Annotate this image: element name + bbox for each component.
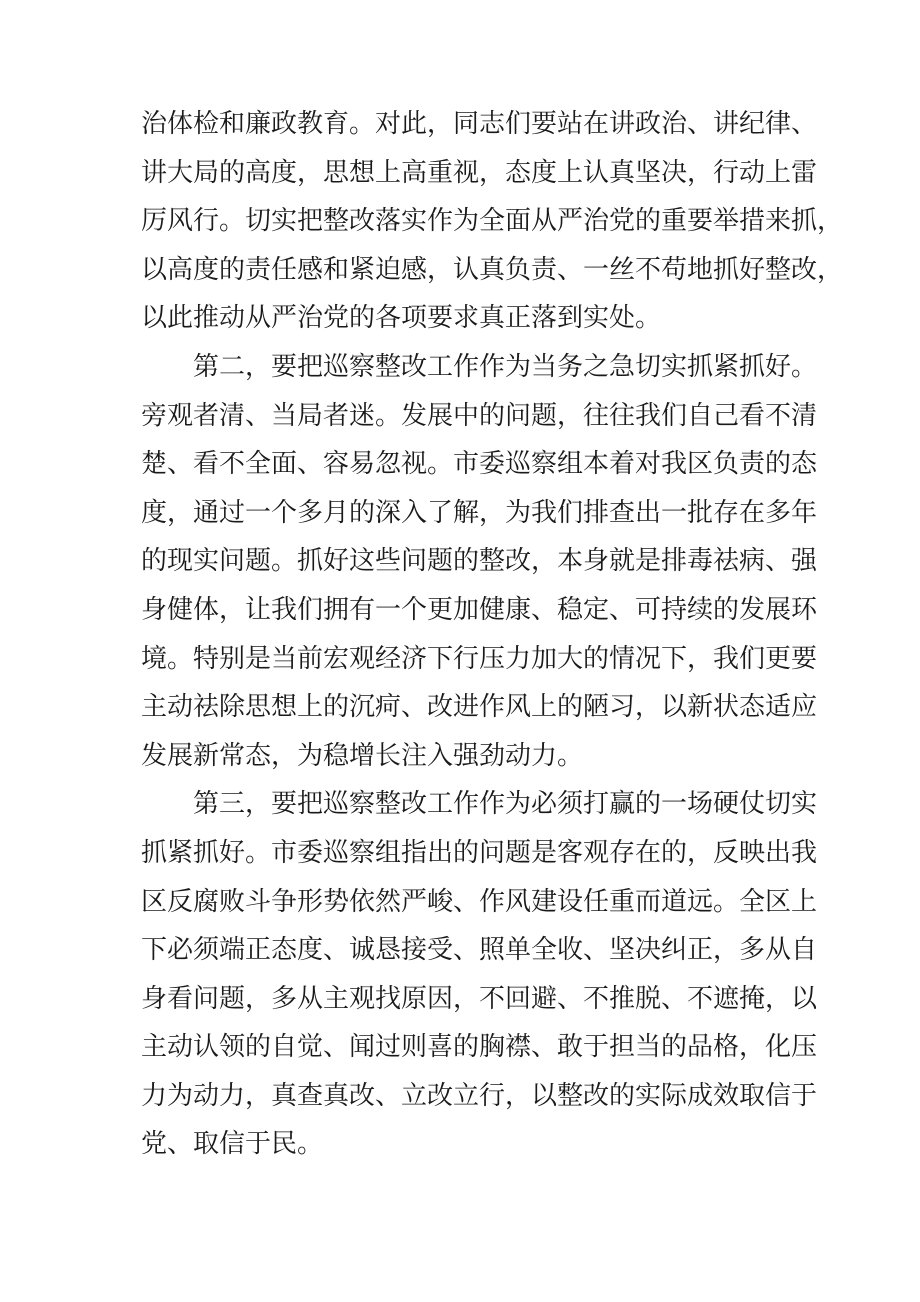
paragraph-3 xyxy=(141,780,818,1169)
text-line: 第二，要把巡察整改工作作为当务之急切实抓紧抓好。 xyxy=(141,351,818,382)
text-line: 度，通过一个多月的深入了解，为我们排查出一批存在多年 xyxy=(141,497,818,528)
text-line: 以此推动从严治党的各项要求真正落到实处。 xyxy=(141,303,662,334)
text-line: 楚、看不全面、容易忽视。市委巡察组本着对我区负责的态 xyxy=(141,449,818,480)
text-line: 发展新常态，为稳增长注入强劲动力。 xyxy=(141,740,584,771)
paragraph-2 xyxy=(141,343,818,780)
document-body xyxy=(141,100,844,1169)
text-line: 下必须端正态度、诚恳接受、照单全收、坚决纠正，多从自 xyxy=(141,935,818,966)
text-line: 境。特别是当前宏观经济下行压力加大的情况下，我们更要 xyxy=(141,643,818,674)
text-line: 厉风行。切实把整改落实作为全面从严治党的重要举措来抓， xyxy=(141,206,844,237)
paragraph-1 xyxy=(141,100,844,343)
text-line: 抓紧抓好。市委巡察组指出的问题是客观存在的，反映出我 xyxy=(141,837,818,868)
text-line: 党、取信于民。 xyxy=(141,1129,324,1160)
text-line: 主动认领的自觉、闻过则喜的胸襟、敢于担当的品格，化压 xyxy=(141,1032,818,1063)
text-line: 治体检和廉政教育。对此，同志们要站在讲政治、讲纪律、 xyxy=(141,109,818,139)
text-line: 第三，要把巡察整改工作作为必须打赢的一场硬仗切实 xyxy=(141,789,818,820)
text-line: 区反腐败斗争形势依然严峻、作风建设任重而道远。全区上 xyxy=(141,886,818,917)
text-line: 力为动力，真查真改、立改立行，以整改的实际成效取信于 xyxy=(141,1080,818,1111)
text-line: 旁观者清、当局者迷。发展中的问题，往往我们自己看不清 xyxy=(141,400,818,431)
text-line: 身看问题，多从主观找原因，不回避、不推脱、不遮掩，以 xyxy=(141,983,818,1014)
text-line: 主动祛除思想上的沉疴、改进作风上的陋习，以新状态适应 xyxy=(141,692,818,723)
text-line: 以高度的责任感和紧迫感，认真负责、一丝不苟地抓好整改， xyxy=(141,254,844,285)
text-line: 身健体，让我们拥有一个更加健康、稳定、可持续的发展环 xyxy=(141,594,818,625)
text-line: 的现实问题。抓好这些问题的整改，本身就是排毒祛病、强 xyxy=(141,546,818,577)
text-line: 讲大局的高度，思想上高重视，态度上认真坚决，行动上雷 xyxy=(141,157,818,188)
